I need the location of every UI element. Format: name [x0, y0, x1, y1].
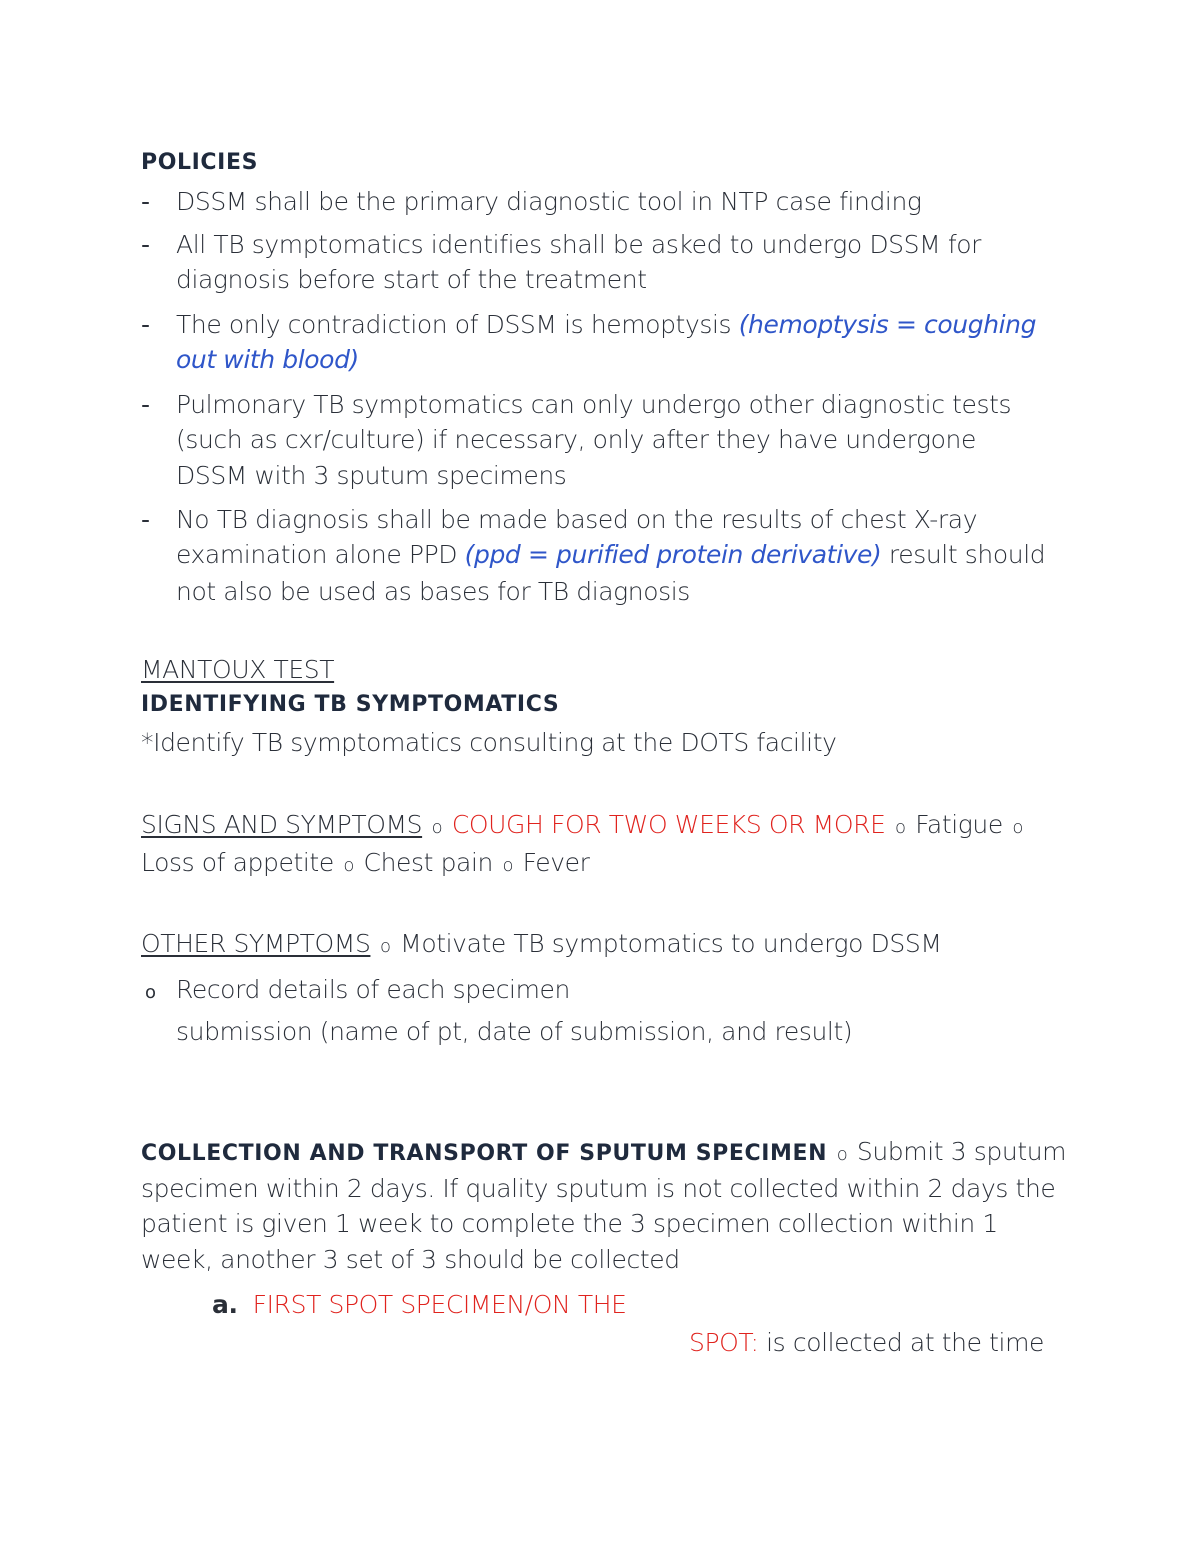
signs-chest: Chest pain — [363, 848, 493, 877]
bullet-circle: o — [895, 817, 906, 838]
policy-dash: - — [141, 187, 151, 216]
bullet-circle: o — [1012, 817, 1023, 838]
policy-item-5-note: (ppd = purified protein derivative) — [464, 540, 882, 569]
signs-cough: COUGH FOR TWO WEEKS OR MORE — [451, 810, 886, 839]
policy-item-2-line-2: diagnosis before start of the treatment — [176, 265, 647, 294]
policy-dash: - — [141, 390, 151, 419]
policy-dash: - — [141, 505, 151, 534]
policy-item-3-text: The only contradiction of DSSM is hemoptysis — [176, 310, 739, 339]
policy-item-4-line-3: DSSM with 3 sputum specimens — [176, 461, 567, 490]
policy-item-5-line-3: not also be used as bases for TB diagnosis — [176, 577, 690, 606]
bullet-circle: o — [431, 817, 443, 838]
collection-line-1 — [141, 1137, 1066, 1170]
policy-item-4-line-2: (such as cxr/culture) if necessary, only after they have undergone — [176, 425, 976, 454]
signs-line-2 — [141, 848, 590, 881]
collection-line-4: week, another 3 set of 3 should be collected — [141, 1245, 680, 1274]
policy-item-4-line-1: Pulmonary TB symptomatics can only undergo other diagnostic tests — [176, 390, 1012, 419]
policy-item-5-line-1: No TB diagnosis shall be made based on the results of chest X-ray — [176, 505, 978, 534]
policy-item-3-note: (hemoptysis = coughing — [738, 310, 1037, 339]
bullet-circle: o — [145, 982, 157, 1003]
other-item-1: Motivate TB symptomatics to undergo DSSM — [400, 929, 942, 958]
signs-appetite: Loss of appetite — [141, 848, 334, 877]
policy-item-5-text: examination alone PPD — [176, 540, 465, 569]
policy-dash: - — [141, 230, 151, 259]
bullet-circle: o — [343, 855, 354, 876]
policy-item-3-note-cont: out with blood) — [176, 345, 359, 374]
spot-label: SPOT: — [689, 1328, 759, 1357]
collection-line-2: specimen within 2 days. If quality sputum is not collected within 2 days the — [141, 1174, 1056, 1203]
other-line-1 — [141, 929, 942, 962]
signs-line-1 — [141, 810, 1025, 843]
first-spot-line — [212, 1290, 627, 1320]
spot-line — [689, 1328, 1044, 1358]
policy-dash: - — [141, 310, 151, 339]
other-item-2-line-1: Record details of each specimen — [176, 975, 570, 1004]
first-spot-title: FIRST SPOT SPECIMEN/ON THE — [252, 1290, 627, 1319]
collection-text-1: Submit 3 sputum — [856, 1137, 1067, 1166]
policy-item-1: DSSM shall be the primary diagnostic tool in NTP case finding — [176, 187, 922, 216]
bullet-circle: o — [379, 936, 391, 957]
collection-heading: COLLECTION AND TRANSPORT OF SPUTUM SPECIMEN — [141, 1141, 828, 1166]
signs-label: SIGNS AND SYMPTOMS — [141, 810, 423, 839]
policy-item-3-line-1 — [176, 310, 1036, 340]
signs-fever: Fever — [522, 848, 590, 877]
policy-item-5-text-post: result should — [881, 540, 1046, 569]
other-label: OTHER SYMPTOMS — [141, 929, 371, 958]
sub-marker: a. — [212, 1290, 238, 1319]
bullet-circle: o — [836, 1144, 848, 1165]
mantoux-title: MANTOUX TEST — [141, 655, 335, 684]
bullet-circle: o — [502, 855, 514, 876]
spot-text: is collected at the time — [758, 1328, 1045, 1357]
signs-fatigue: Fatigue — [915, 810, 1003, 839]
other-item-2-line-2: submission (name of pt, date of submission, and result) — [176, 1017, 853, 1046]
identifying-heading: IDENTIFYING TB SYMPTOMATICS — [141, 692, 560, 717]
policy-item-5-line-2 — [176, 540, 1045, 570]
policy-item-2-line-1: All TB symptomatics identifies shall be asked to undergo DSSM for — [176, 230, 981, 259]
policies-heading: POLICIES — [141, 150, 259, 175]
identify-text: *Identify TB symptomatics consulting at the DOTS facility — [141, 728, 837, 757]
collection-line-3: patient is given 1 week to complete the 3 specimen collection within 1 — [141, 1209, 998, 1238]
